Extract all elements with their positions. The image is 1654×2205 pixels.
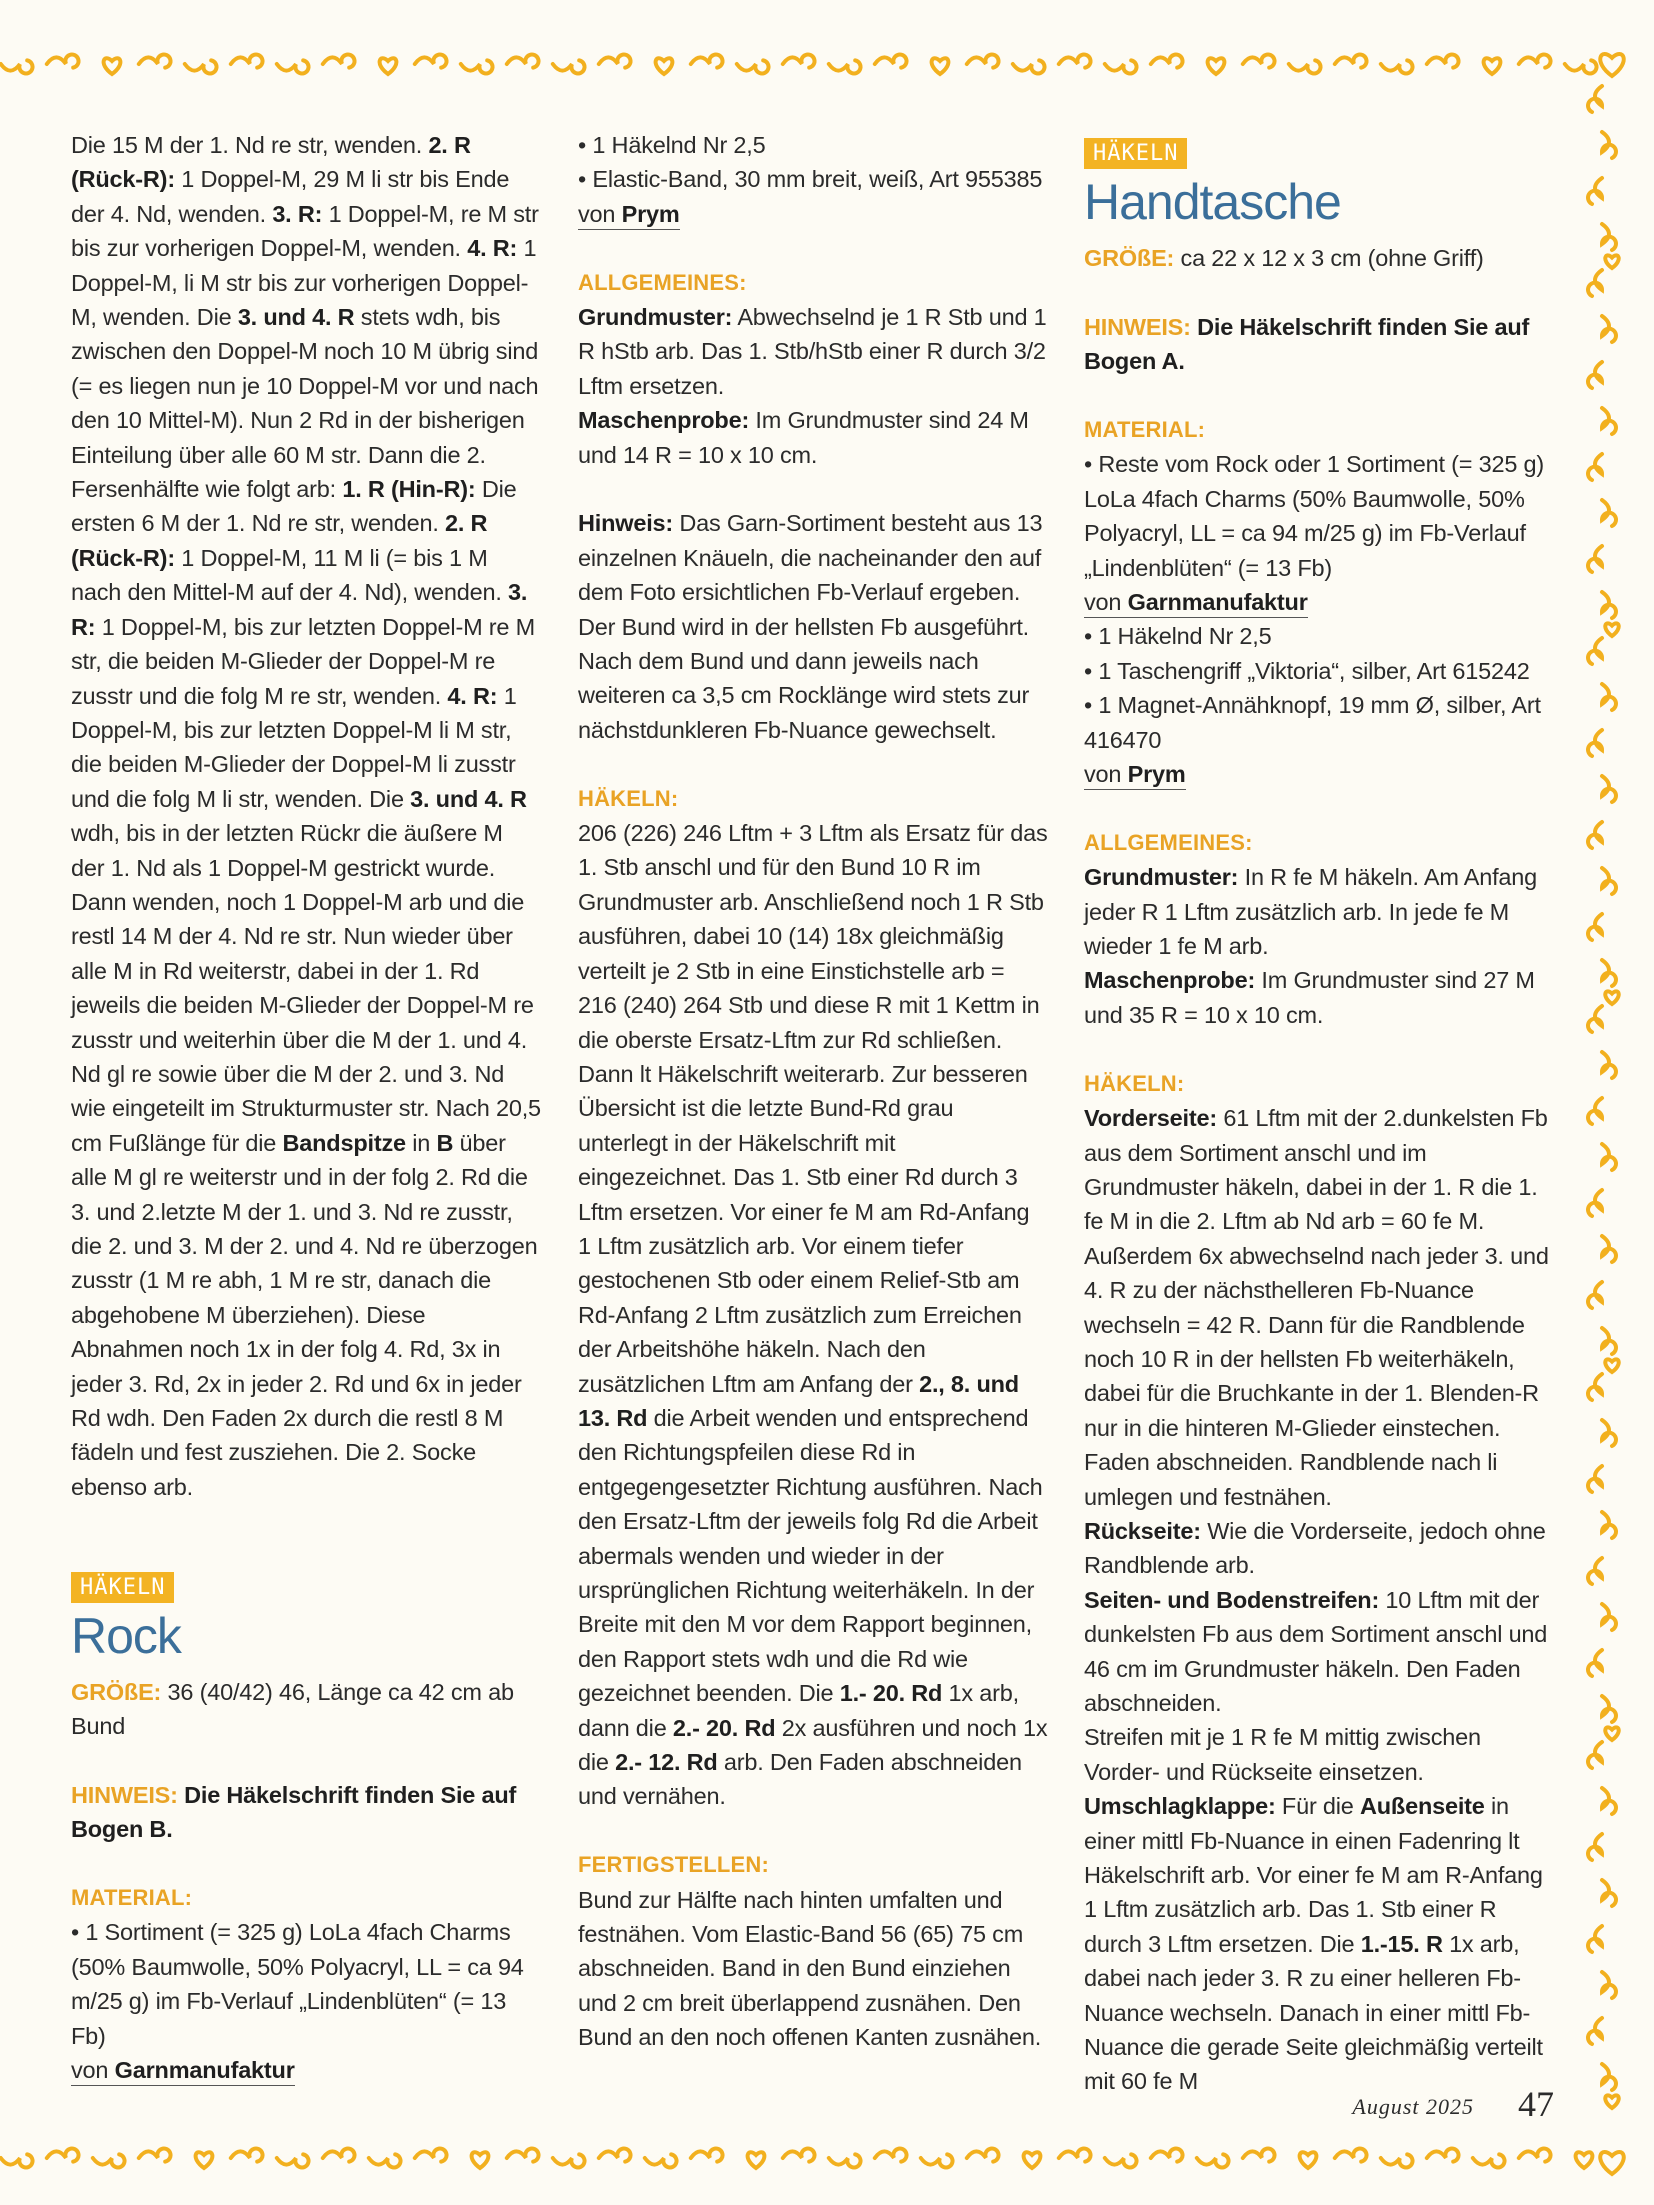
border-swirl: [93, 2154, 125, 2167]
border-swirl: [1602, 1420, 1616, 1446]
border-swirl: [1602, 1604, 1616, 1630]
border-swirl: [1588, 546, 1602, 572]
border-swirl: [1381, 60, 1413, 73]
border-swirl: [1588, 638, 1602, 664]
haekeln-heading: HÄKELN:: [578, 785, 679, 811]
border-swirl: [1473, 2154, 1505, 2167]
border-swirl: [967, 55, 999, 68]
border-heart: [1208, 58, 1225, 74]
fertigstellen-text: Bund zur Hälfte nach hinten umfalten und festnähen. Vom Elastic-Band 56 (65) 75 cm abschneiden. Band in den Bund einziehen und 2 cm breit überlappend zusnähen. Den Bund an den noch offenen Kanten zusnähen.: [578, 1886, 1042, 2051]
border-heart: [1605, 623, 1618, 636]
border-heart: [1605, 255, 1618, 268]
border-swirl: [1427, 55, 1459, 68]
border-swirl: [1602, 1696, 1616, 1722]
border-swirl: [1588, 1834, 1602, 1860]
border-swirl: [783, 55, 815, 68]
border-swirl: [1, 2154, 33, 2167]
border-swirl: [1602, 1144, 1616, 1170]
material-heading: MATERIAL:: [1084, 417, 1206, 442]
border-swirl: [1588, 1650, 1602, 1676]
rock-hint: HINWEIS: Die Häkelschrift finden Sie auf Bogen B.: [71, 1781, 517, 1843]
border-swirl: [1243, 2149, 1275, 2162]
fertigstellen-heading: FERTIGSTELLEN:: [578, 1852, 770, 1878]
border-swirl: [1588, 1190, 1602, 1216]
border-swirl: [1243, 55, 1275, 68]
border-heart: [1605, 2095, 1618, 2108]
border-swirl: [645, 2154, 677, 2167]
border-swirl: [1588, 1558, 1602, 1584]
border-swirl: [691, 55, 723, 68]
border-swirl: [1381, 2154, 1413, 2167]
border-swirl: [1588, 362, 1602, 388]
allgemeines-text: Grundmuster: In R fe M häkeln. Am Anfang jeder R 1 Lftm zusätzlich arb. In jede fe M wieder 1 fe M arb. Maschenprobe: Im Grundmuster sind 27 M und 35 R = 10 x 10 cm.: [1084, 864, 1538, 1028]
border-swirl: [1602, 868, 1616, 894]
allgemeines-heading: ALLGEMEINES:: [1084, 829, 1253, 855]
border-swirl: [1602, 684, 1616, 710]
border-swirl: [1588, 270, 1602, 296]
border-heart: [932, 58, 949, 74]
border-swirl: [507, 2149, 539, 2162]
border-swirl: [139, 55, 171, 68]
rock-title: Rock: [71, 1607, 181, 1664]
border-swirl: [1588, 1742, 1602, 1768]
border-swirl: [1588, 1466, 1602, 1492]
border-swirl: [1, 60, 33, 73]
border-swirl: [277, 60, 309, 73]
border-heart: [1024, 2152, 1041, 2168]
column-3: [1084, 135, 1554, 2099]
border-swirl: [1427, 2149, 1459, 2162]
border-swirl: [47, 2149, 79, 2162]
border-swirl: [1105, 60, 1137, 73]
border-swirl: [369, 2154, 401, 2167]
border-heart: [1605, 1727, 1618, 1740]
allgemeines-heading: ALLGEMEINES:: [578, 269, 747, 295]
border-swirl: [1602, 776, 1616, 802]
border-swirl: [1588, 914, 1602, 940]
border-swirl: [1105, 2154, 1137, 2167]
border-swirl: [1602, 1328, 1616, 1354]
border-swirl: [1588, 2018, 1602, 2044]
border-swirl: [553, 2154, 585, 2167]
rock-size: GRÖßE: 36 (40/42) 46, Länge ca 42 cm ab Bund: [71, 1678, 514, 1740]
border-swirl: [461, 60, 493, 73]
border-swirl: [1602, 224, 1616, 250]
border-swirl: [1588, 1282, 1602, 1308]
border-swirl: [1602, 1512, 1616, 1538]
haekeln-tag: HÄKELN: [1084, 138, 1187, 169]
border-swirl: [415, 2149, 447, 2162]
border-swirl: [1602, 1972, 1616, 1998]
border-swirl: [829, 60, 861, 73]
border-swirl: [1602, 2064, 1616, 2090]
prym-source: von Prym: [578, 199, 680, 230]
border-heart: [656, 58, 673, 74]
border-heart: [1605, 1359, 1618, 1372]
border-swirl: [139, 2149, 171, 2162]
border-swirl: [553, 60, 585, 73]
hinweis-text: Hinweis: Das Garn-Sortiment besteht aus 13 einzelnen Knäueln, die nacheinander den auf dem Foto ersichtlichen Fb-Verlauf ergeben. Der Bund wird in der hellsten Fb ausgeführt. Nach dem Bund und dann jeweils nach weiteren ca 3,5 cm Rocklänge wird stets zur nächstdunkleren Fb-Nuance gewechselt.: [578, 510, 1043, 743]
border-swirl: [1588, 730, 1602, 756]
material-item: • 1 Taschengriff „Viktoria“, silber, Art 615242: [1084, 654, 1554, 688]
column-1: [71, 128, 541, 2087]
border-swirl: [1588, 1374, 1602, 1400]
rock-source: von Garnmanufaktur: [71, 2055, 295, 2086]
border-swirl: [1602, 408, 1616, 434]
border-swirl: [1588, 1926, 1602, 1952]
border-swirl: [1013, 60, 1045, 73]
allgemeines-text: Grundmuster: Abwechselnd je 1 R Stb und 1 R hStb arb. Das 1. Stb/hStb einer R durch 3/2 Lftm ersetzen. Maschenprobe: Im Grundmuster sind 24 M und 14 R = 10 x 10 cm.: [578, 304, 1047, 468]
handtasche-hint: HINWEIS: Die Häkelschrift finden Sie auf Bogen A.: [1084, 313, 1530, 375]
border-swirl: [323, 2149, 355, 2162]
rock-section: [71, 1569, 541, 2088]
material-item: • 1 Magnet-Annähknopf, 19 mm Ø, silber, Art 416470: [1084, 688, 1554, 757]
border-swirl: [737, 60, 769, 73]
border-swirl: [1197, 2154, 1229, 2167]
border-swirl: [1151, 2149, 1183, 2162]
handtasche-title: Handtasche: [1084, 174, 1341, 230]
border-swirl: [1335, 55, 1367, 68]
material-item: • 1 Häkelnd Nr 2,5: [1084, 619, 1554, 653]
border-swirl: [415, 55, 447, 68]
border-swirl: [1519, 2149, 1551, 2162]
border-swirl: [1588, 178, 1602, 204]
border-swirl: [875, 55, 907, 68]
border-swirl: [1602, 960, 1616, 986]
border-swirl: [1059, 55, 1091, 68]
page-number: 47: [1518, 2084, 1554, 2124]
border-swirl: [185, 60, 217, 73]
border-swirl: [1059, 2149, 1091, 2162]
border-heart: [1300, 2152, 1317, 2168]
handtasche-size: GRÖßE: ca 22 x 12 x 3 cm (ohne Griff): [1084, 245, 1484, 271]
border-swirl: [47, 55, 79, 68]
border-swirl: [875, 2149, 907, 2162]
border-swirl: [231, 2149, 263, 2162]
border-swirl: [1602, 1788, 1616, 1814]
border-swirl: [1602, 592, 1616, 618]
rock-material-item: • 1 Sortiment (= 325 g) LoLa 4fach Charms (50% Baumwolle, 50% Polyacryl, LL = ca 94 m/25 g) im Fb-Verlauf „Lindenblüten“ (= 13 Fb): [71, 1915, 541, 2053]
material-item: • Reste vom Rock oder 1 Sortiment (= 325 g) LoLa 4fach Charms (50% Baumwolle, 50% Polyacryl, LL = ca 94 m/25 g) im Fb-Verlauf „Lindenblüten“ (= 13 Fb): [1084, 447, 1554, 585]
sock-instructions: Die 15 M der 1. Nd re str, wenden. 2. R (Rück-R): 1 Doppel-M, 29 M li str bis Ende der 4. Nd, wenden. 3. R: 1 Doppel-M, re M str bis zur vorherigen Doppel-M, wenden. 4. R: 1 Doppel-M, li M str bis zur vorherigen Doppel-M, wenden. Die 3. und 4. R stets wdh, bis zwischen den Doppel-M noch 10 M übrig sind (= es liegen nun je 10 Doppel-M vor und nach den 10 Mittel-M). Nun 2 Rd in der bisherigen Einteilung über alle 60 M str. Dann die 2. Fersenhälfte wie folgt arb: 1. R (Hin-R): Die ersten 6 M der 1. Nd re str, wenden. 2. R (Rück-R): 1 Doppel-M, 11 M li (= bis 1 M nach den Mittel-M auf der 4. Nd), wenden. 3. R: 1 Doppel-M, bis zur letzten Doppel-M re M str, die beiden M-Glieder der Doppel-M re zusstr und die folg M re str, wenden. 4. R: 1 Doppel-M, bis zur letzten Doppel-M li M str, die beiden M-Glieder der Doppel-M li zusstr und die folg M li str, wenden. Die 3. und 4. R wdh, bis in der letzten Rückr die äußere M der 1. Nd als 1 Doppel-M gestrickt wurde. Dann wenden, noch 1 Doppel-M arb und die restl 14 M der 4. Nd re str. Nun wieder über alle M in Rd weiterstr, dabei in der 1. Rd jeweils die beiden M-Glieder der Doppel-M re zusstr und weiterhin über die M der 1. und 4. Nd gl re sowie über die M der 2. und 3. Nd wie eingeteilt im Strukturmuster str. Nach 20,5 cm Fußlänge für die Bandspitze in B über alle M gl re weiterstr und in der folg 2. Rd die 3. und 2.letzte M der 1. und 3. Nd re zusstr, die 2. und 3. M der 2. und 4. Nd re überzogen zusstr (1 M re abh, 1 M re str, danach die abgehobene M überziehen). Diese Abnahmen noch 1x in der folg 4. Rd, 3x in jeder 3. Rd, 2x in jeder 2. Rd und 6x in jeder Rd wdh. Den Faden 2x durch die restl 8 M fädeln und fest zusziehen. Die 2. Socke ebenso arb.: [71, 132, 541, 1500]
border-swirl: [829, 2154, 861, 2167]
border-swirl: [1565, 60, 1597, 73]
material-item: • Elastic-Band, 30 mm breit, weiß, Art 955385: [578, 162, 1048, 196]
border-swirl: [277, 2154, 309, 2167]
haekeln-text: 206 (226) 246 Lftm + 3 Lftm als Ersatz für das 1. Stb anschl und für den Bund 10 R im Grundmuster arb. Anschließend noch 1 R Stb ausführen, dabei 10 (14) 18x gleichmäßig verteilt je 2 Stb in eine Einstichstelle arb = 216 (240) 264 Stb und diese R mit 1 Kettm in die oberste Ersatz-Lftm zur Rd schließen. Dann lt Häkelschrift weiterarb. Zur besseren Übersicht ist die letzte Bund-Rd grau unterlegt in der Häkelschrift mit eingezeichnet. Das 1. Stb einer Rd durch 3 Lftm ersetzen. Vor einer fe M am Rd-Anfang 1 Lftm zusätzlich arb. Vor einem tiefer gestochenen Stb oder einem Relief-Stb am Rd-Anfang 2 Lftm zusätzlich zum Erreichen der Arbeitshöhe häkeln. Nach den zusätzlichen Lftm am Anfang der 2., 8. und 13. Rd die Arbeit wenden und entsprechend den Richtungspfeilen diese Rd in entgegengesetzter Richtung ausführen. Nach den Ersatz-Lftm der jeweils folg Rd die Arbeit abermals wenden und wieder in der ursprünglichen Richtung weiterhäkeln. In der Breite mit den M vor dem Rapport beginnen, den Rapport stets wdh und die Rd wie gezeichnet beenden. Die 1.- 20. Rd 1x arb, dann die 2.- 20. Rd 2x ausführen und noch 1x die 2.- 12. Rd arb. Den Faden abschneiden und vernähen.: [578, 820, 1048, 1810]
border-swirl: [1602, 1052, 1616, 1078]
border-heart: [748, 2152, 765, 2168]
border-swirl: [1588, 454, 1602, 480]
border-swirl: [1588, 822, 1602, 848]
border-swirl: [1602, 500, 1616, 526]
border-swirl: [231, 55, 263, 68]
issue-date: August 2025: [1352, 2094, 1474, 2119]
prym-source: von Prym: [1084, 759, 1186, 790]
border-swirl: [1602, 1880, 1616, 1906]
border-heart: [1600, 54, 1624, 76]
border-swirl: [1519, 55, 1551, 68]
border-swirl: [1588, 1006, 1602, 1032]
border-swirl: [1602, 1236, 1616, 1262]
garnmanufaktur-source: von Garnmanufaktur: [1084, 587, 1308, 618]
rock-material-heading: MATERIAL:: [71, 1885, 193, 1911]
material-item: • 1 Häkelnd Nr 2,5: [578, 128, 1048, 162]
border-swirl: [599, 55, 631, 68]
border-swirl: [1588, 1098, 1602, 1124]
border-heart: [1576, 2152, 1593, 2168]
border-swirl: [1602, 316, 1616, 342]
border-heart: [196, 2152, 213, 2168]
border-swirl: [1602, 132, 1616, 158]
border-swirl: [967, 2149, 999, 2162]
border-swirl: [691, 2149, 723, 2162]
column-2: [578, 128, 1048, 2055]
haekeln-tag: HÄKELN: [71, 1572, 174, 1603]
haekeln-text: Vorderseite: 61 Lftm mit der 2.dunkelsten Fb aus dem Sortiment anschl und im Grundmuster häkeln, dabei in der 1. R die 1. fe M in die 2. Lftm ab Nd arb = 60 fe M. Außerdem 6x abwechselnd nach jeder 3. und 4. R zu der nächsthelleren Fb-Nuance wechseln = 42 R. Dann für die Randblende noch 10 R in der hellsten Fb weiterhäkeln, dabei für die Bruchkante in der 1. Blenden-R nur in die hinteren M-Glieder einstechen. Faden abschneiden. Randblende nach li umlegen und festnähen. Rückseite: Wie die Vorderseite, jedoch ohne Randblende arb. Seiten- und Bodenstreifen: 10 Lftm mit der dunkelsten Fb aus dem Sortiment anschl und 46 cm im Grundmuster häkeln. Den Faden abschneiden. Streifen mit je 1 R fe M mittig zwischen Vorder- und Rückseite einsetzen. Umschlagklappe: Für die Außenseite in einer mittl Fb-Nuance in einen Fadenring lt Häkelschrift arb. Vor einer fe M am R-Anfang 1 Lftm zusätzlich arb. Das 1. Stb einer R durch 3 Lftm ersetzen. Die 1.-15. R 1x arb, dabei nach jeder 3. R zu einer helleren Fb-Nuance wechseln. Danach in einer mittl Fb-Nuance die gerade Seite gleichmäßig verteilt mit 60 fe M: [1084, 1105, 1549, 2095]
border-heart: [472, 2152, 489, 2168]
border-heart: [104, 58, 121, 74]
border-heart: [1484, 58, 1501, 74]
border-heart: [380, 58, 397, 74]
haekeln-heading: HÄKELN:: [1084, 1070, 1185, 1096]
border-heart: [1605, 991, 1618, 1004]
border-swirl: [599, 2149, 631, 2162]
border-swirl: [1335, 2149, 1367, 2162]
border-swirl: [1151, 55, 1183, 68]
border-swirl: [783, 2149, 815, 2162]
border-swirl: [1289, 60, 1321, 73]
border-swirl: [323, 55, 355, 68]
border-swirl: [1588, 86, 1602, 112]
border-swirl: [921, 2154, 953, 2167]
border-swirl: [507, 55, 539, 68]
border-heart: [1600, 2152, 1624, 2174]
